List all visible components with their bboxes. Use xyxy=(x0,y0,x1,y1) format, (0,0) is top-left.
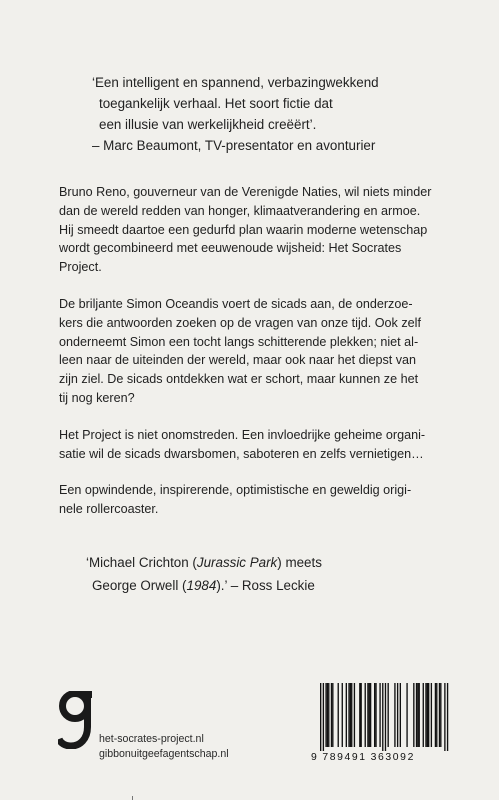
paragraph-line: Het Project is niet onomstreden. Een invloedrijke geheime organi- xyxy=(59,427,426,442)
quote-top-line-1: ‘Een intelligent en spannend, verbazingwekkend xyxy=(92,75,379,90)
barcode-bar xyxy=(325,683,326,747)
barcode-bar xyxy=(323,683,324,751)
barcode-bar xyxy=(385,683,386,751)
publisher-logo-g-icon xyxy=(58,691,94,749)
isbn-digits-left: 789491 xyxy=(322,752,367,763)
barcode-bar xyxy=(374,683,375,747)
barcode-bar xyxy=(350,683,351,747)
quote-top-line-2: toegankelijk verhaal. Het soort fictie dat xyxy=(99,96,333,111)
barcode-bar xyxy=(375,683,376,747)
quote-text: ) meets xyxy=(277,555,322,570)
quote-text: George Orwell ( xyxy=(92,578,187,593)
paragraph-line: Bruno Reno, gouverneur van de Verenigde Naties, wil niets minder xyxy=(59,185,432,199)
paragraph-line: tij nog keren? xyxy=(59,390,135,405)
barcode-bar xyxy=(419,683,420,747)
barcode-bar xyxy=(359,683,360,747)
barcode-bar xyxy=(382,683,383,751)
blurb-paragraph-3 xyxy=(59,426,449,464)
barcode-bar xyxy=(417,683,418,747)
paragraph-line: Project. xyxy=(59,260,102,275)
publisher-logo xyxy=(58,691,94,749)
blurb-body xyxy=(59,183,449,537)
barcode-bar xyxy=(365,683,366,747)
isbn-barcode xyxy=(311,681,457,763)
paragraph-line: zijn ziel. De sicads ontdekken wat er schort, maar kunnen ze het xyxy=(59,372,419,387)
isbn-digits-right: 363092 xyxy=(370,752,415,763)
paragraph-line: dan de wereld redden van honger, klimaatverandering en armoe. xyxy=(59,203,421,218)
barcode-bar xyxy=(406,683,407,747)
barcode-bar xyxy=(444,683,445,751)
barcode-bar xyxy=(320,683,321,751)
quote-text: ‘Michael Crichton ( xyxy=(86,555,197,570)
barcode-bar xyxy=(348,683,349,747)
quote-top-attribution: – Marc Beaumont, TV-presentator en avonturier xyxy=(92,138,376,153)
barcode-bar xyxy=(413,683,414,747)
paragraph-line: Een opwindende, inspirerende, optimistische en geweldig origi- xyxy=(59,483,412,498)
barcode-bar xyxy=(361,683,362,747)
barcode-bar xyxy=(439,683,440,747)
barcode-bar xyxy=(394,683,395,747)
quote-book-title: 1984 xyxy=(186,578,217,593)
quote-top-line-3: een illusie van werkelijkheid creëërt’. xyxy=(99,117,317,132)
barcode-bar xyxy=(428,683,429,747)
paragraph-line: wordt gecombineerd met eeuwenoude wijsheid: Het Socrates xyxy=(59,241,402,256)
website-url: het-socrates-project.nl xyxy=(99,733,204,745)
paragraph-line: nele rollercoaster. xyxy=(59,502,159,517)
isbn-number xyxy=(311,752,457,763)
barcode-bar xyxy=(338,683,339,747)
trim-mark xyxy=(132,796,133,800)
barcode-bars xyxy=(311,681,457,751)
barcode-bar xyxy=(431,683,432,747)
barcode-bar xyxy=(367,683,368,747)
barcode-bar xyxy=(331,683,332,747)
barcode-bar xyxy=(332,683,333,747)
barcode-bar xyxy=(423,683,424,747)
quote-text: ).’ – Ross Leckie xyxy=(216,578,315,593)
barcode-bar xyxy=(346,683,347,747)
barcode-bar xyxy=(351,683,352,747)
barcode-bar xyxy=(435,683,436,747)
quote-book-title: Jurassic Park xyxy=(196,555,278,570)
endorsement-quote-bottom xyxy=(86,551,446,597)
blurb-paragraph-4 xyxy=(59,481,449,519)
barcode-bar xyxy=(427,683,428,747)
paragraph-line: satie wil de sicads dwarsbomen, saboteren en zelfs vernietigen… xyxy=(59,446,424,461)
barcode-bar xyxy=(370,683,371,747)
blurb-paragraph-1 xyxy=(59,183,449,277)
paragraph-line: De briljante Simon Oceandis voert de sicads aan, de onderzoe- xyxy=(59,296,413,311)
paragraph-line: onderneemt Simon een tocht langs schitterende plekken; niet al- xyxy=(59,334,419,349)
barcode-bar xyxy=(342,683,343,747)
barcode-bar xyxy=(425,683,426,747)
paragraph-line: kers die antwoorden zoeken op de vragen van onze tijd. Ook zelf xyxy=(59,315,421,330)
publisher-urls xyxy=(99,732,229,762)
quote-bottom-line-1 xyxy=(86,551,446,574)
isbn-digit-prefix: 9 xyxy=(311,752,319,763)
barcode-bar xyxy=(416,683,417,747)
barcode-bar xyxy=(327,683,328,747)
quote-bottom-line-2 xyxy=(86,574,446,597)
publisher-url: gibbonuitgeefagentschap.nl xyxy=(99,748,229,760)
barcode-bar xyxy=(379,683,380,747)
barcode-bar xyxy=(354,683,355,747)
barcode-bar xyxy=(397,683,398,747)
paragraph-line: leen naar de uiteinden der wereld, maar ook naar het diepst van xyxy=(59,353,417,368)
barcode-bar xyxy=(388,683,389,747)
endorsement-quote-top xyxy=(92,72,432,156)
barcode-bar xyxy=(369,683,370,747)
blurb-paragraph-2 xyxy=(59,295,449,408)
barcode-bar xyxy=(436,683,437,747)
barcode-bar xyxy=(400,683,401,747)
barcode-bar xyxy=(447,683,448,751)
paragraph-line: Hij smeedt daartoe een gedurfd plan waarin moderne wetenschap xyxy=(59,222,428,237)
barcode-bar xyxy=(328,683,329,747)
barcode-bar xyxy=(440,683,441,747)
